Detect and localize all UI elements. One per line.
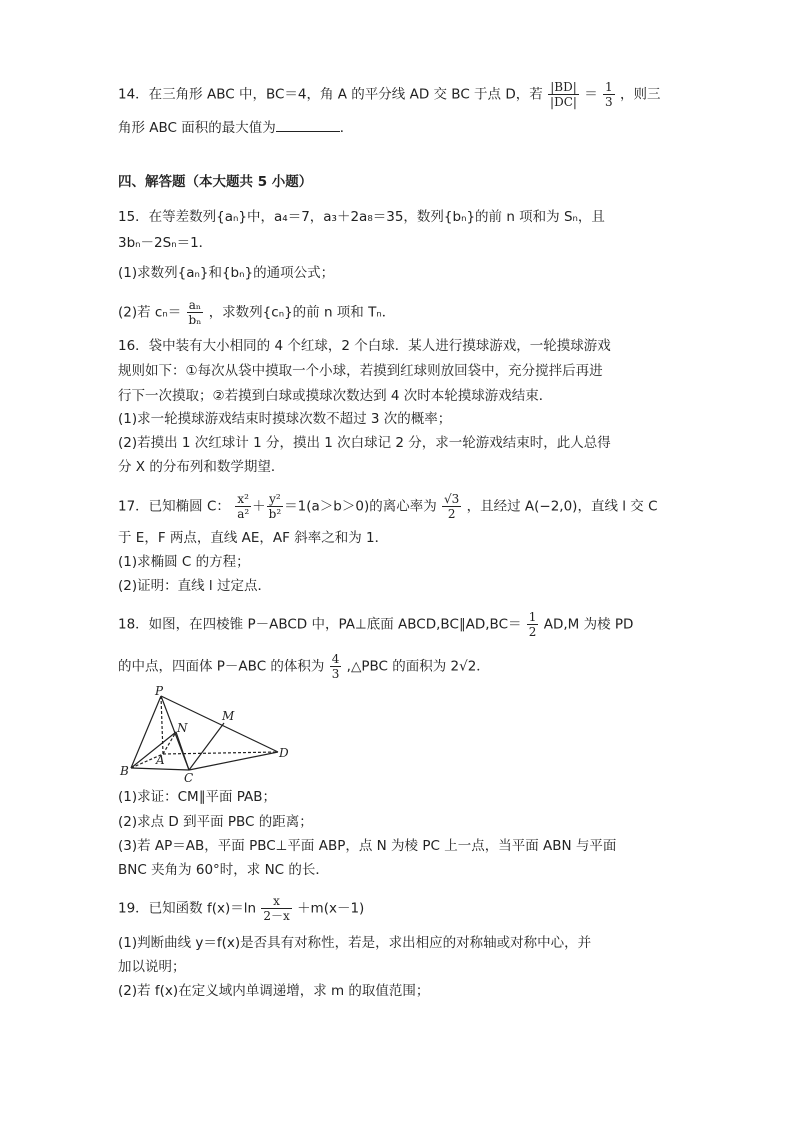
label-C: C <box>184 771 194 784</box>
pyramid-figure <box>116 684 296 784</box>
q16-part2: (2)若摸出 1 次红球计 1 分，摸出 1 次白球记 2 分，求一轮游戏结束时，此人总得 <box>118 435 611 451</box>
segment-CM <box>189 723 224 770</box>
q17-line1: 17．已知椭圆 C： $\frac{\text{x²}}{\text{a²}}$ ＋ $\frac{\text{y²}}{\text{b²}}$ ＝1(a＞b＞0)的离心率为 $\frac{√3}{2}$ ，且经过 A(−2,0)，直线 l 交 C <box>118 492 658 521</box>
label-P: P <box>155 684 164 698</box>
q17-eccentricity-fraction: $\frac{√3}{2}$ <box>444 492 460 521</box>
q15-line1: 15．在等差数列{aₙ}中，a₄＝7，a₃＋2a₈＝35，数列{bₙ}的前 n 项和为 Sₙ，且 <box>118 209 605 225</box>
q16-part1: (1)求一轮摸球游戏结束时摸球次数不超过 3 次的概率； <box>118 411 452 427</box>
q15-fraction: $\frac{\text{aₙ}}{\text{bₙ}}$ <box>188 298 202 327</box>
q19-line1: 19．已知函数 f(x)＝ln $\frac{x}{2-x}$ ＋m(x－1) <box>118 894 365 923</box>
q18-half-fraction: $\frac{1}{2}$ <box>528 610 537 639</box>
segment-AN <box>163 732 176 754</box>
q18-part3-line2: BNC 夹角为 60°时，求 NC 的长． <box>118 862 329 878</box>
q14-line2: 角形 ABC 面积的最大值为 ． <box>118 117 353 138</box>
edge-BC <box>131 768 189 770</box>
q15-part1: (1)求数列{aₙ}和{bₙ}的通项公式； <box>118 265 335 281</box>
q18-volume-fraction: $\frac{4}{3}$ <box>331 652 340 681</box>
q16-line1: 16．袋中装有大小相同的 4 个红球，2 个白球．某人进行摸球游戏，一轮摸球游戏 <box>118 338 611 354</box>
q18-part2: (2)求点 D 到平面 PBC 的距离； <box>118 814 313 830</box>
q14-one-third: $\frac{1}{3}$ <box>605 80 613 109</box>
edge-PA <box>161 696 163 754</box>
label-N: N <box>177 721 188 735</box>
label-A: A <box>156 753 165 767</box>
section-heading: 四、解答题（本大题共 5 小题） <box>118 174 313 190</box>
q17-x-fraction: $\frac{\text{x²}}{\text{a²}}$ <box>237 492 250 521</box>
q15-line2: 3bₙ－2Sₙ＝1． <box>118 235 213 251</box>
q16-line6: 分 X 的分布列和数学期望． <box>118 459 285 475</box>
q17-part1: (1)求椭圆 C 的方程； <box>118 554 250 570</box>
q19-fraction: $\frac{x}{2-x}$ <box>263 894 290 923</box>
edge-AD <box>163 752 278 754</box>
q14-line1: 14．在三角形 ABC 中，BC＝4，角 A 的平分线 AD 交 BC 于点 D，若 $\frac{|BD|}{|DC|}$ ＝ $\frac{1}{3}$ ，则三 <box>118 80 661 109</box>
q18-part3-line1: (3)若 AP＝AB，平面 PBC⊥平面 ABP，点 N 为棱 PC 上一点，当平面 ABN 与平面 <box>118 838 617 854</box>
answer-blank <box>276 117 340 132</box>
label-B: B <box>120 764 129 778</box>
q18-line1: 18．如图，在四棱锥 P－ABCD 中，PA⊥底面 ABCD,BC∥AD,BC＝ $\frac{1}{2}$ AD,M 为棱 PD <box>118 610 634 639</box>
q18-line2: 的中点，四面体 P－ABC 的体积为 $\frac{4}{3}$ ,△PBC 的面积为 2√2． <box>118 652 490 681</box>
q19-part2: (2)若 f(x)在定义域内单调递增，求 m 的取值范围； <box>118 983 430 999</box>
segment-NC <box>176 732 189 770</box>
label-D: D <box>279 746 289 760</box>
q18-part1: (1)求证：CM∥平面 PAB； <box>118 789 277 805</box>
q17-line2: 于 E，F 两点，直线 AE，AF 斜率之和为 1． <box>118 530 389 546</box>
q14-ratio-fraction: $\frac{|BD|}{|DC|}$ <box>550 80 577 109</box>
label-M: M <box>222 709 235 723</box>
q17-part2: (2)证明：直线 l 过定点． <box>118 578 271 594</box>
q19-part1-line1: (1)判断曲线 y＝f(x)是否具有对称性，若是，求出相应的对称轴或对称中心，并 <box>118 935 592 951</box>
q17-y-fraction: $\frac{\text{y²}}{\text{b²}}$ <box>268 492 282 521</box>
q19-part1-line2: 加以说明； <box>118 959 186 975</box>
q14-text: 14．在三角形 ABC 中，BC＝4，角 A 的平分线 AD 交 BC 于点 D，若 <box>118 86 543 103</box>
q16-line3: 行下一次摸取；②若摸到白球或摸球次数达到 4 次时本轮摸球游戏结束． <box>118 388 553 404</box>
q16-line2: 规则如下：①每次从袋中摸取一个小球，若摸到红球则放回袋中，充分搅拌后再进 <box>118 363 603 379</box>
edge-CD <box>189 752 278 770</box>
q15-part2: (2)若 cₙ＝ $\frac{\text{aₙ}}{\text{bₙ}}$ ，求数列{cₙ}的前 n 项和 Tₙ． <box>118 298 396 327</box>
segment-BN <box>131 732 176 768</box>
